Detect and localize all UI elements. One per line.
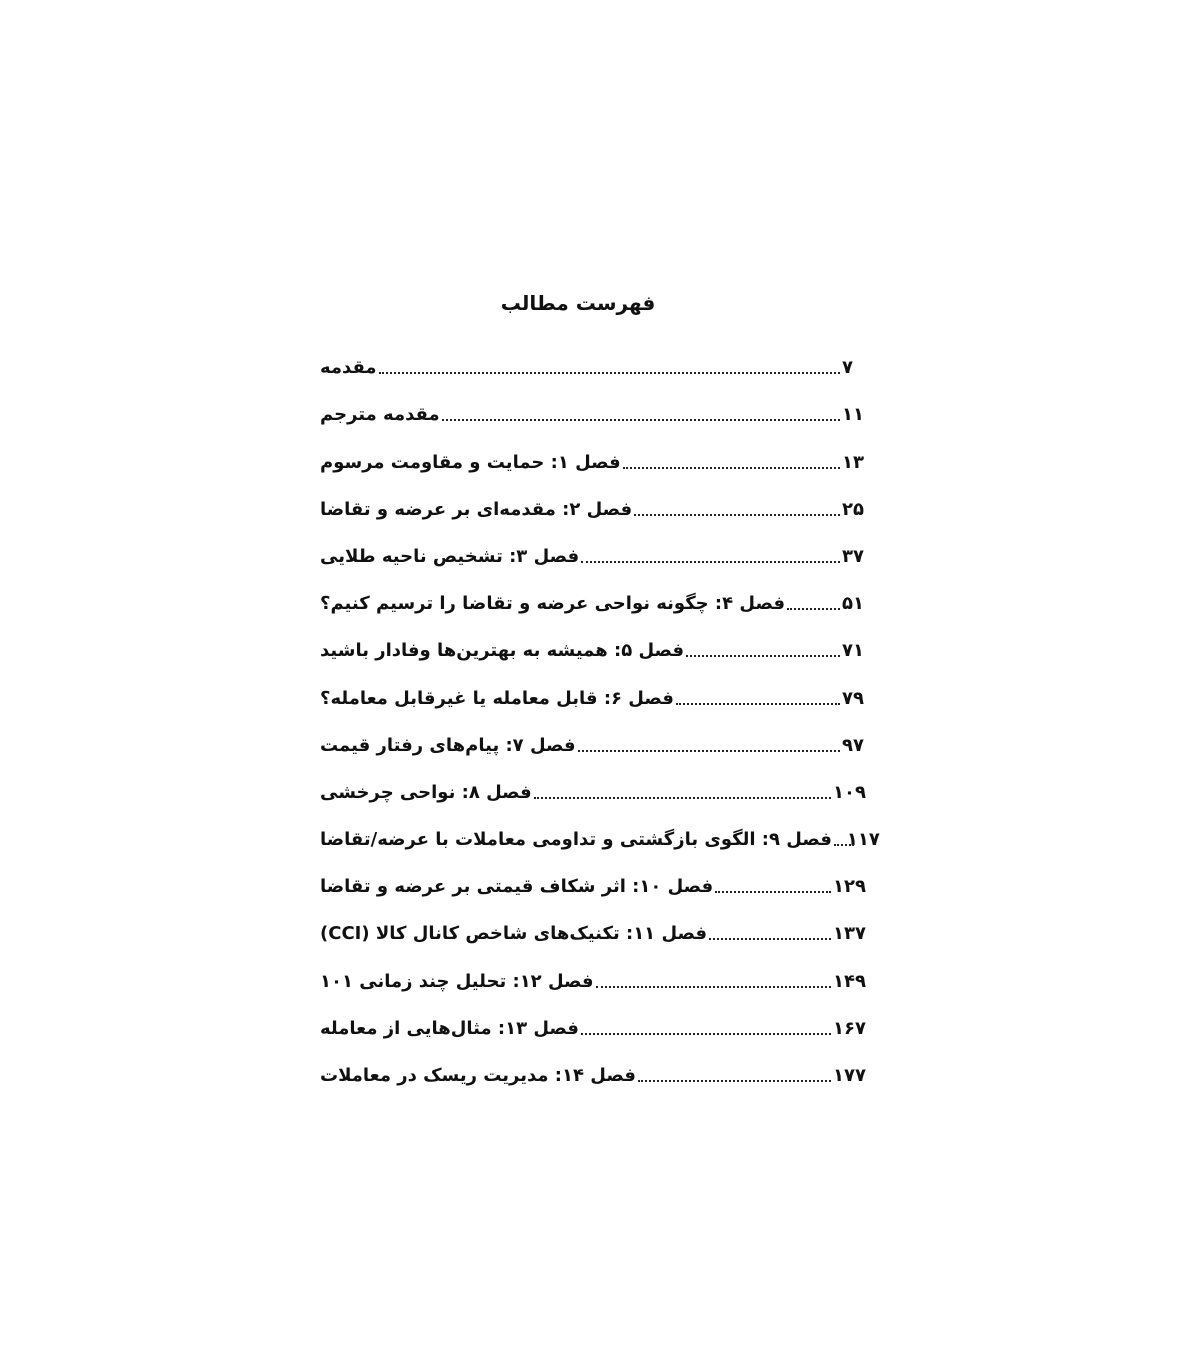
toc-entry-page: ۱۰۹ [833, 781, 866, 803]
toc-leader-dots [787, 608, 840, 610]
toc-entry-page: ۱۲۹ [833, 876, 866, 898]
toc-entry-title: فصل ۹: الگوی بازگشتی و تداومی معاملات با عرضه/تقاضا [320, 829, 832, 851]
toc-entry-page: ۱۳ [842, 451, 864, 473]
toc-entry [320, 478, 866, 525]
toc-leader-dots [709, 938, 831, 940]
toc-entry-page: ۲۵ [842, 498, 864, 520]
toc-entry-title: فصل ۱۰: اثر شکاف قیمتی بر عرضه و تقاضا [320, 876, 714, 898]
toc-leader-dots [578, 750, 840, 752]
toc-entry [320, 902, 866, 949]
toc-entry-title: فصل ۱۲: تحلیل چند زمانی ۱۰۱ [320, 970, 594, 992]
toc-entry [320, 808, 880, 855]
toc-entry-title: فصل ۱: حمایت و مقاومت مرسوم [320, 451, 621, 473]
toc-entry-page: ۷۹ [842, 687, 864, 709]
toc-entry-title: فصل ۵: همیشه به بهترین‌ها وفادار باشید [320, 640, 685, 662]
toc-entry-page: ۱۷۷ [833, 1065, 866, 1086]
toc-entry [320, 1044, 866, 1091]
toc-entry-title: فصل ۱۱: تکنیک‌های شاخص کانال کالا (CCI) [320, 923, 708, 945]
toc-entry-page: ۷ [842, 357, 853, 379]
toc-list [320, 336, 880, 1091]
toc-leader-dots [379, 372, 840, 374]
toc-leader-dots [686, 655, 840, 657]
toc-entry-page: ۱۶۷ [833, 1017, 866, 1039]
toc-leader-dots [596, 986, 832, 988]
toc-leader-dots [676, 703, 840, 705]
toc-leader-dots [442, 419, 840, 421]
toc-entry [320, 855, 866, 902]
toc-leader-dots [638, 1080, 831, 1082]
toc-leader-dots [634, 514, 840, 516]
toc-leader-dots [581, 561, 840, 563]
toc-entry-title: فصل ۳: تشخیص ناحیه طلایی [320, 545, 580, 567]
toc-entry-title: فصل ۷: پیام‌های رفتار قیمت [320, 734, 576, 756]
toc-entry-page: ۵۱ [842, 593, 864, 615]
toc-entry-title: فصل ۱۳: مثال‌هایی از معامله [320, 1017, 579, 1039]
toc-entry [320, 949, 866, 996]
toc-entry [320, 761, 866, 808]
toc-leader-dots [581, 1033, 831, 1035]
toc-entry [320, 383, 866, 430]
toc-entry-title: فصل ۲: مقدمه‌ای بر عرضه و تقاضا [320, 498, 633, 520]
toc-entry-title: مقدمه [320, 357, 377, 379]
toc-entry-page: ۱۴۹ [833, 970, 866, 992]
toc-entry [320, 997, 866, 1044]
toc-entry [320, 572, 866, 619]
toc-leader-dots [623, 467, 840, 469]
toc-title: فهرست مطالب [500, 291, 656, 315]
toc-entry-title: فصل ۶: قابل معامله یا غیرقابل معامله؟ [320, 687, 674, 709]
toc-entry-page: ۳۷ [842, 545, 864, 567]
toc-entry-page: ۷۱ [842, 640, 864, 662]
toc-entry-page: ۱۳۷ [833, 923, 866, 945]
toc-entry [320, 666, 866, 713]
toc-entry-page: ۱۱۷ [846, 829, 880, 851]
toc-entry-title: فصل ۱۴: مدیریت ریسک در معاملات [320, 1065, 636, 1086]
toc-entry [320, 525, 866, 572]
toc-entry [320, 430, 866, 477]
toc-entry [320, 336, 866, 383]
toc-entry [320, 619, 866, 666]
toc-entry-title: فصل ۸: نواحی چرخشی [320, 781, 532, 803]
toc-entry [320, 714, 866, 761]
toc-entry-title: فصل ۴: چگونه نواحی عرضه و تقاضا را ترسیم کنیم؟ [320, 593, 785, 615]
toc-entry-page: ۱۱ [842, 404, 864, 426]
toc-entry-title: مقدمه مترجم [320, 404, 440, 426]
toc-leader-dots [534, 797, 831, 799]
toc-leader-dots [715, 891, 831, 893]
toc-entry-page: ۹۷ [842, 734, 864, 756]
toc-leader-dots [834, 844, 854, 846]
